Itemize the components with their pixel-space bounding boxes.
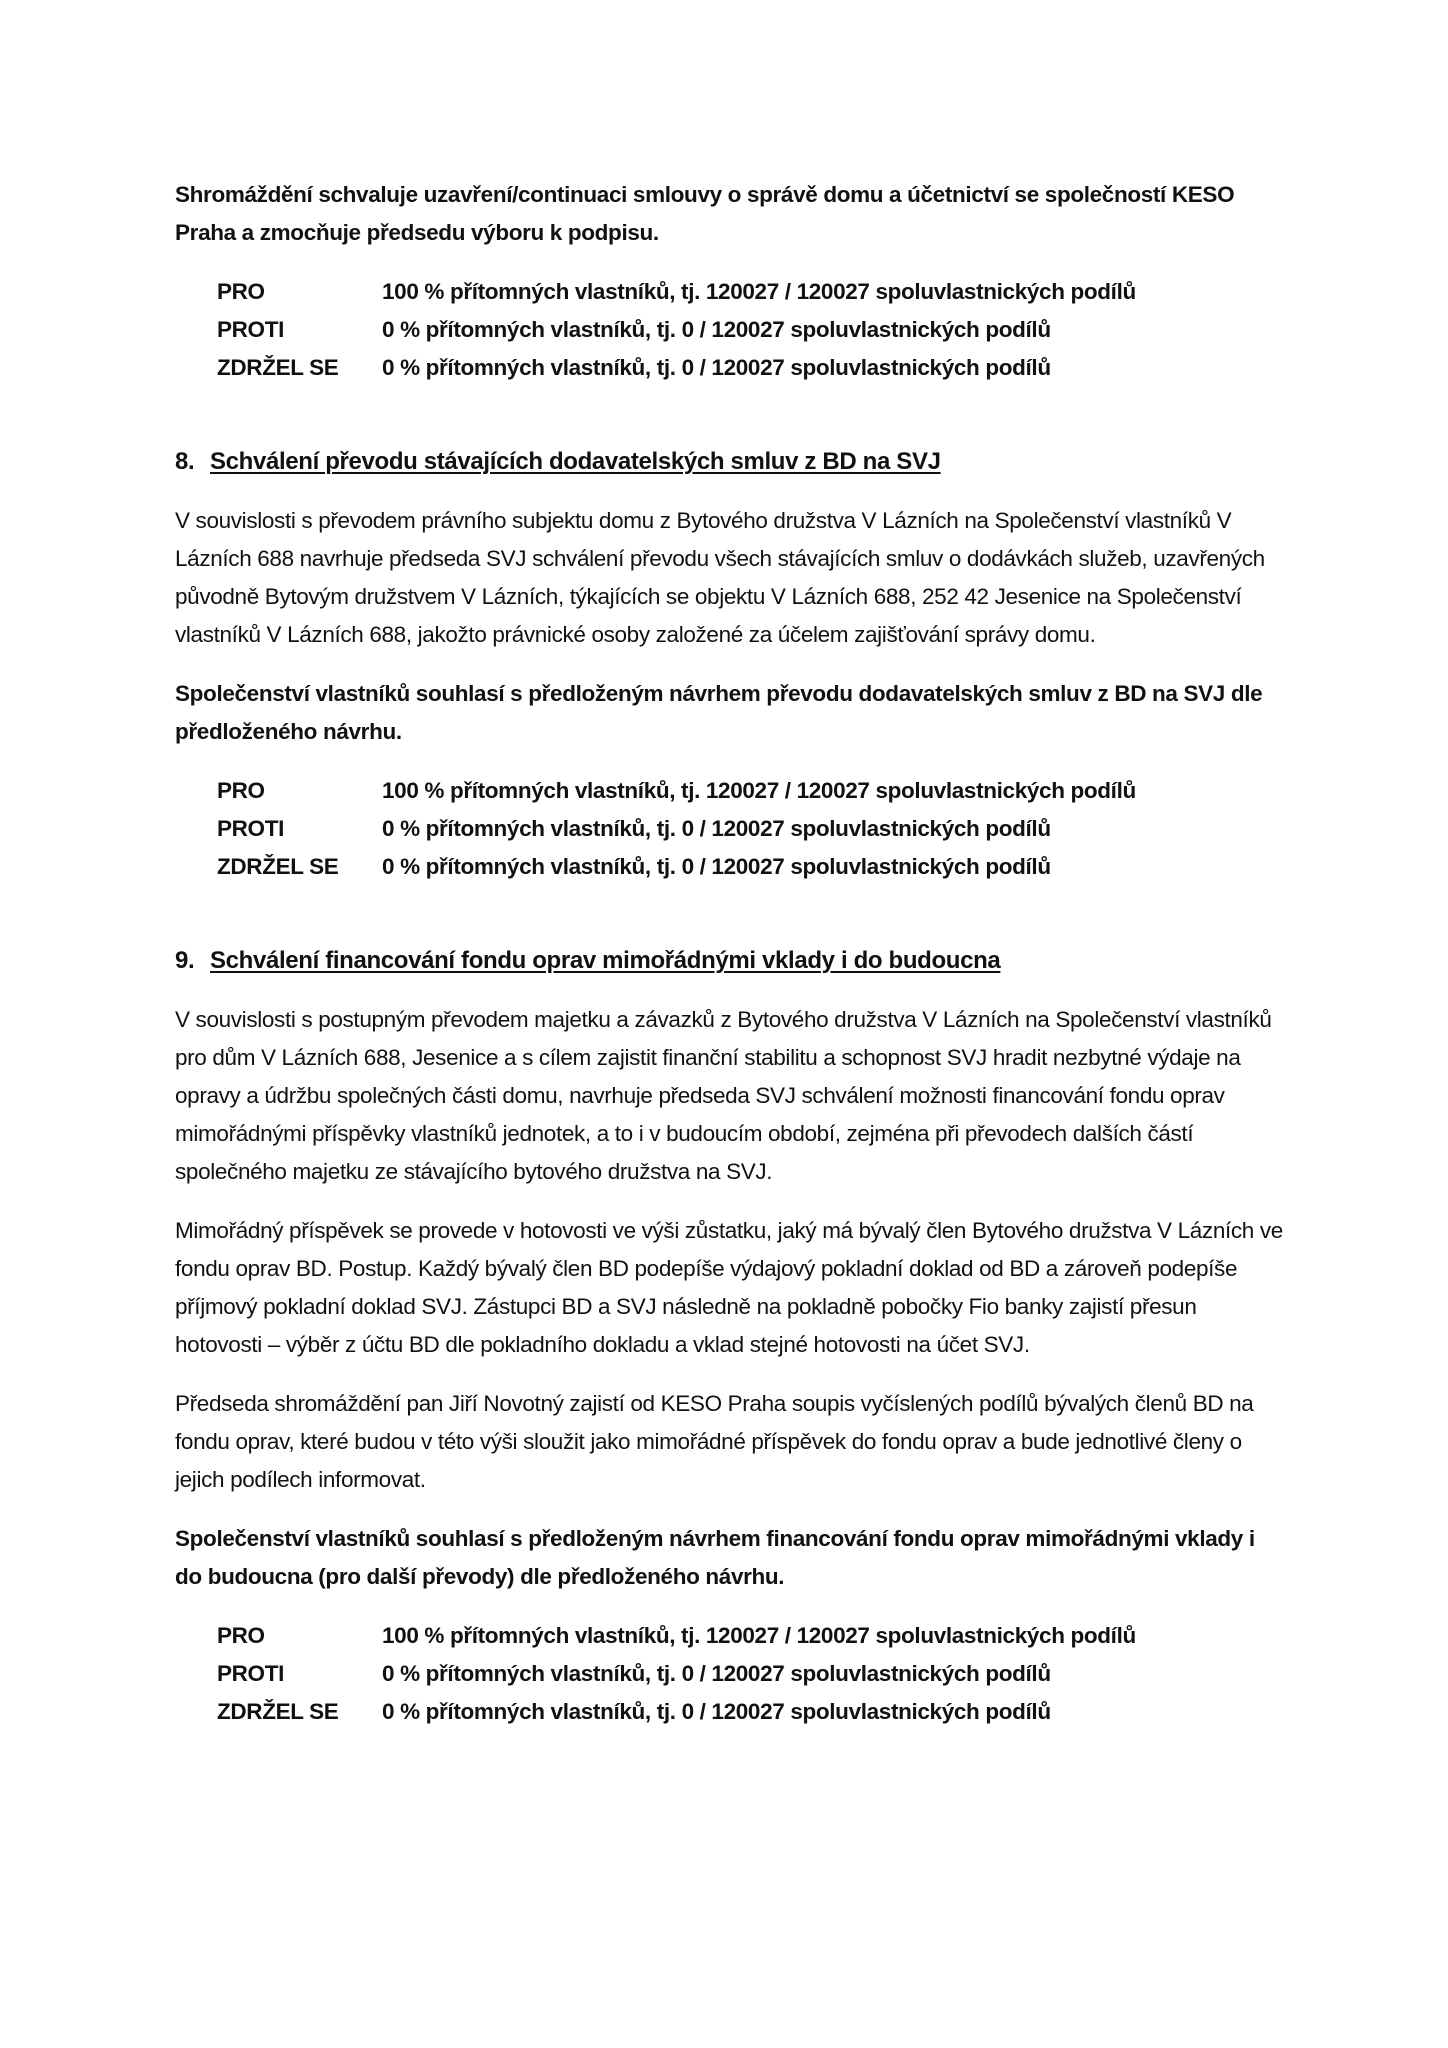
document-page: [175, 176, 1285, 1731]
vote-table-section-8: [175, 772, 1285, 886]
vote-label: PRO: [217, 279, 265, 304]
vote-row-proti: [217, 810, 1285, 848]
vote-row-proti: [217, 311, 1285, 349]
section-9-body-2: Mimořádný příspěvek se provede v hotovosti ve výši zůstatku, jaký má bývalý člen Bytového družstva V Lázních ve fondu oprav BD. Postup. Každý bývalý člen BD podepíše výdajový pokladní doklad od BD a zároveň podepíše příjmový pokladní doklad SVJ. Zástupci BD a SVJ následně na pokladně pobočky Fio banky zajistí přesun hotovosti – výběr z účtu BD dle pokladního dokladu a vklad stejné hotovosti na účet SVJ.: [175, 1218, 1283, 1357]
section-title: Schválení financování fondu oprav mimořádnými vklady i do budoucna: [210, 947, 1001, 974]
section-number: 8.: [175, 448, 195, 475]
section-title: Schválení převodu stávajících dodavatelských smluv z BD na SVJ: [210, 448, 941, 475]
section-9-heading: [175, 942, 1285, 980]
vote-table-section-9: [175, 1617, 1285, 1731]
vote-value: 0 % přítomných vlastníků, tj. 0 / 120027 spoluvlastnických podílů: [382, 355, 1051, 380]
section-9-resolution: Společenství vlastníků souhlasí s předloženým návrhem financování fondu oprav mimořádnými vklady i do budoucna (pro další převody) dle předloženého návrhu.: [175, 1526, 1255, 1589]
vote-label: ZDRŽEL SE: [217, 1699, 339, 1724]
vote-label: ZDRŽEL SE: [217, 355, 339, 380]
vote-row-pro: [217, 1617, 1285, 1655]
vote-row-pro: [217, 772, 1285, 810]
section-8-resolution: Společenství vlastníků souhlasí s předloženým návrhem převodu dodavatelských smluv z BD na SVJ dle předloženého návrhu.: [175, 681, 1263, 744]
vote-row-pro: [217, 273, 1285, 311]
vote-value: 100 % přítomných vlastníků, tj. 120027 / 120027 spoluvlastnických podílů: [382, 1623, 1136, 1648]
intro-resolution: Shromáždění schvaluje uzavření/continuaci smlouvy o správě domu a účetnictví se společností KESO Praha a zmocňuje předsedu výboru k podpisu.: [175, 182, 1235, 245]
vote-label: PROTI: [217, 317, 285, 342]
section-9-body-3: Předseda shromáždění pan Jiří Novotný zajistí od KESO Praha soupis vyčíslených podílů bývalých členů BD na fondu oprav, které budou v této výši sloužit jako mimořádné příspěvek do fondu oprav a bude jednotlivé členy o jejich podílech informovat.: [175, 1391, 1254, 1492]
section-8-body: V souvislosti s převodem právního subjektu domu z Bytového družstva V Lázních na Společenství vlastníků V Lázních 688 navrhuje předseda SVJ schválení převodu všech stávajících smluv o dodávkách služeb, uzavřených původně Bytovým družstvem V Lázních, týkajících se objektu V Lázních 688, 252 42 Jesenice na Společenství vlastníků V Lázních 688, jakožto právnické osoby založené za účelem zajišťování správy domu.: [175, 508, 1265, 647]
vote-label: PROTI: [217, 816, 285, 841]
vote-value: 100 % přítomných vlastníků, tj. 120027 / 120027 spoluvlastnických podílů: [382, 279, 1136, 304]
vote-row-proti: [217, 1655, 1285, 1693]
vote-value: 0 % přítomných vlastníků, tj. 0 / 120027 spoluvlastnických podílů: [382, 317, 1051, 342]
vote-label: ZDRŽEL SE: [217, 854, 339, 879]
vote-row-zdrzel: [217, 349, 1285, 387]
section-9-body-1: V souvislosti s postupným převodem majetku a závazků z Bytového družstva V Lázních na Společenství vlastníků pro dům V Lázních 688, Jesenice a s cílem zajistit finanční stabilitu a schopnost SVJ hradit nezbytné výdaje na opravy a údržbu společných části domu, navrhuje předseda SVJ schválení možnosti financování fondu oprav mimořádnými příspěvky vlastníků jednotek, a to i v budoucím období, zejména při převodech dalších částí společného majetku ze stávajícího bytového družstva na SVJ.: [175, 1007, 1272, 1184]
vote-value: 0 % přítomných vlastníků, tj. 0 / 120027 spoluvlastnických podílů: [382, 1699, 1051, 1724]
section-number: 9.: [175, 947, 195, 974]
section-8-heading: [175, 443, 1285, 481]
vote-value: 0 % přítomných vlastníků, tj. 0 / 120027 spoluvlastnických podílů: [382, 854, 1051, 879]
vote-value: 100 % přítomných vlastníků, tj. 120027 / 120027 spoluvlastnických podílů: [382, 778, 1136, 803]
vote-label: PRO: [217, 778, 265, 803]
vote-label: PROTI: [217, 1661, 285, 1686]
vote-row-zdrzel: [217, 1693, 1285, 1731]
vote-value: 0 % přítomných vlastníků, tj. 0 / 120027 spoluvlastnických podílů: [382, 1661, 1051, 1686]
vote-label: PRO: [217, 1623, 265, 1648]
vote-table-intro: [175, 273, 1285, 387]
vote-row-zdrzel: [217, 848, 1285, 886]
vote-value: 0 % přítomných vlastníků, tj. 0 / 120027 spoluvlastnických podílů: [382, 816, 1051, 841]
